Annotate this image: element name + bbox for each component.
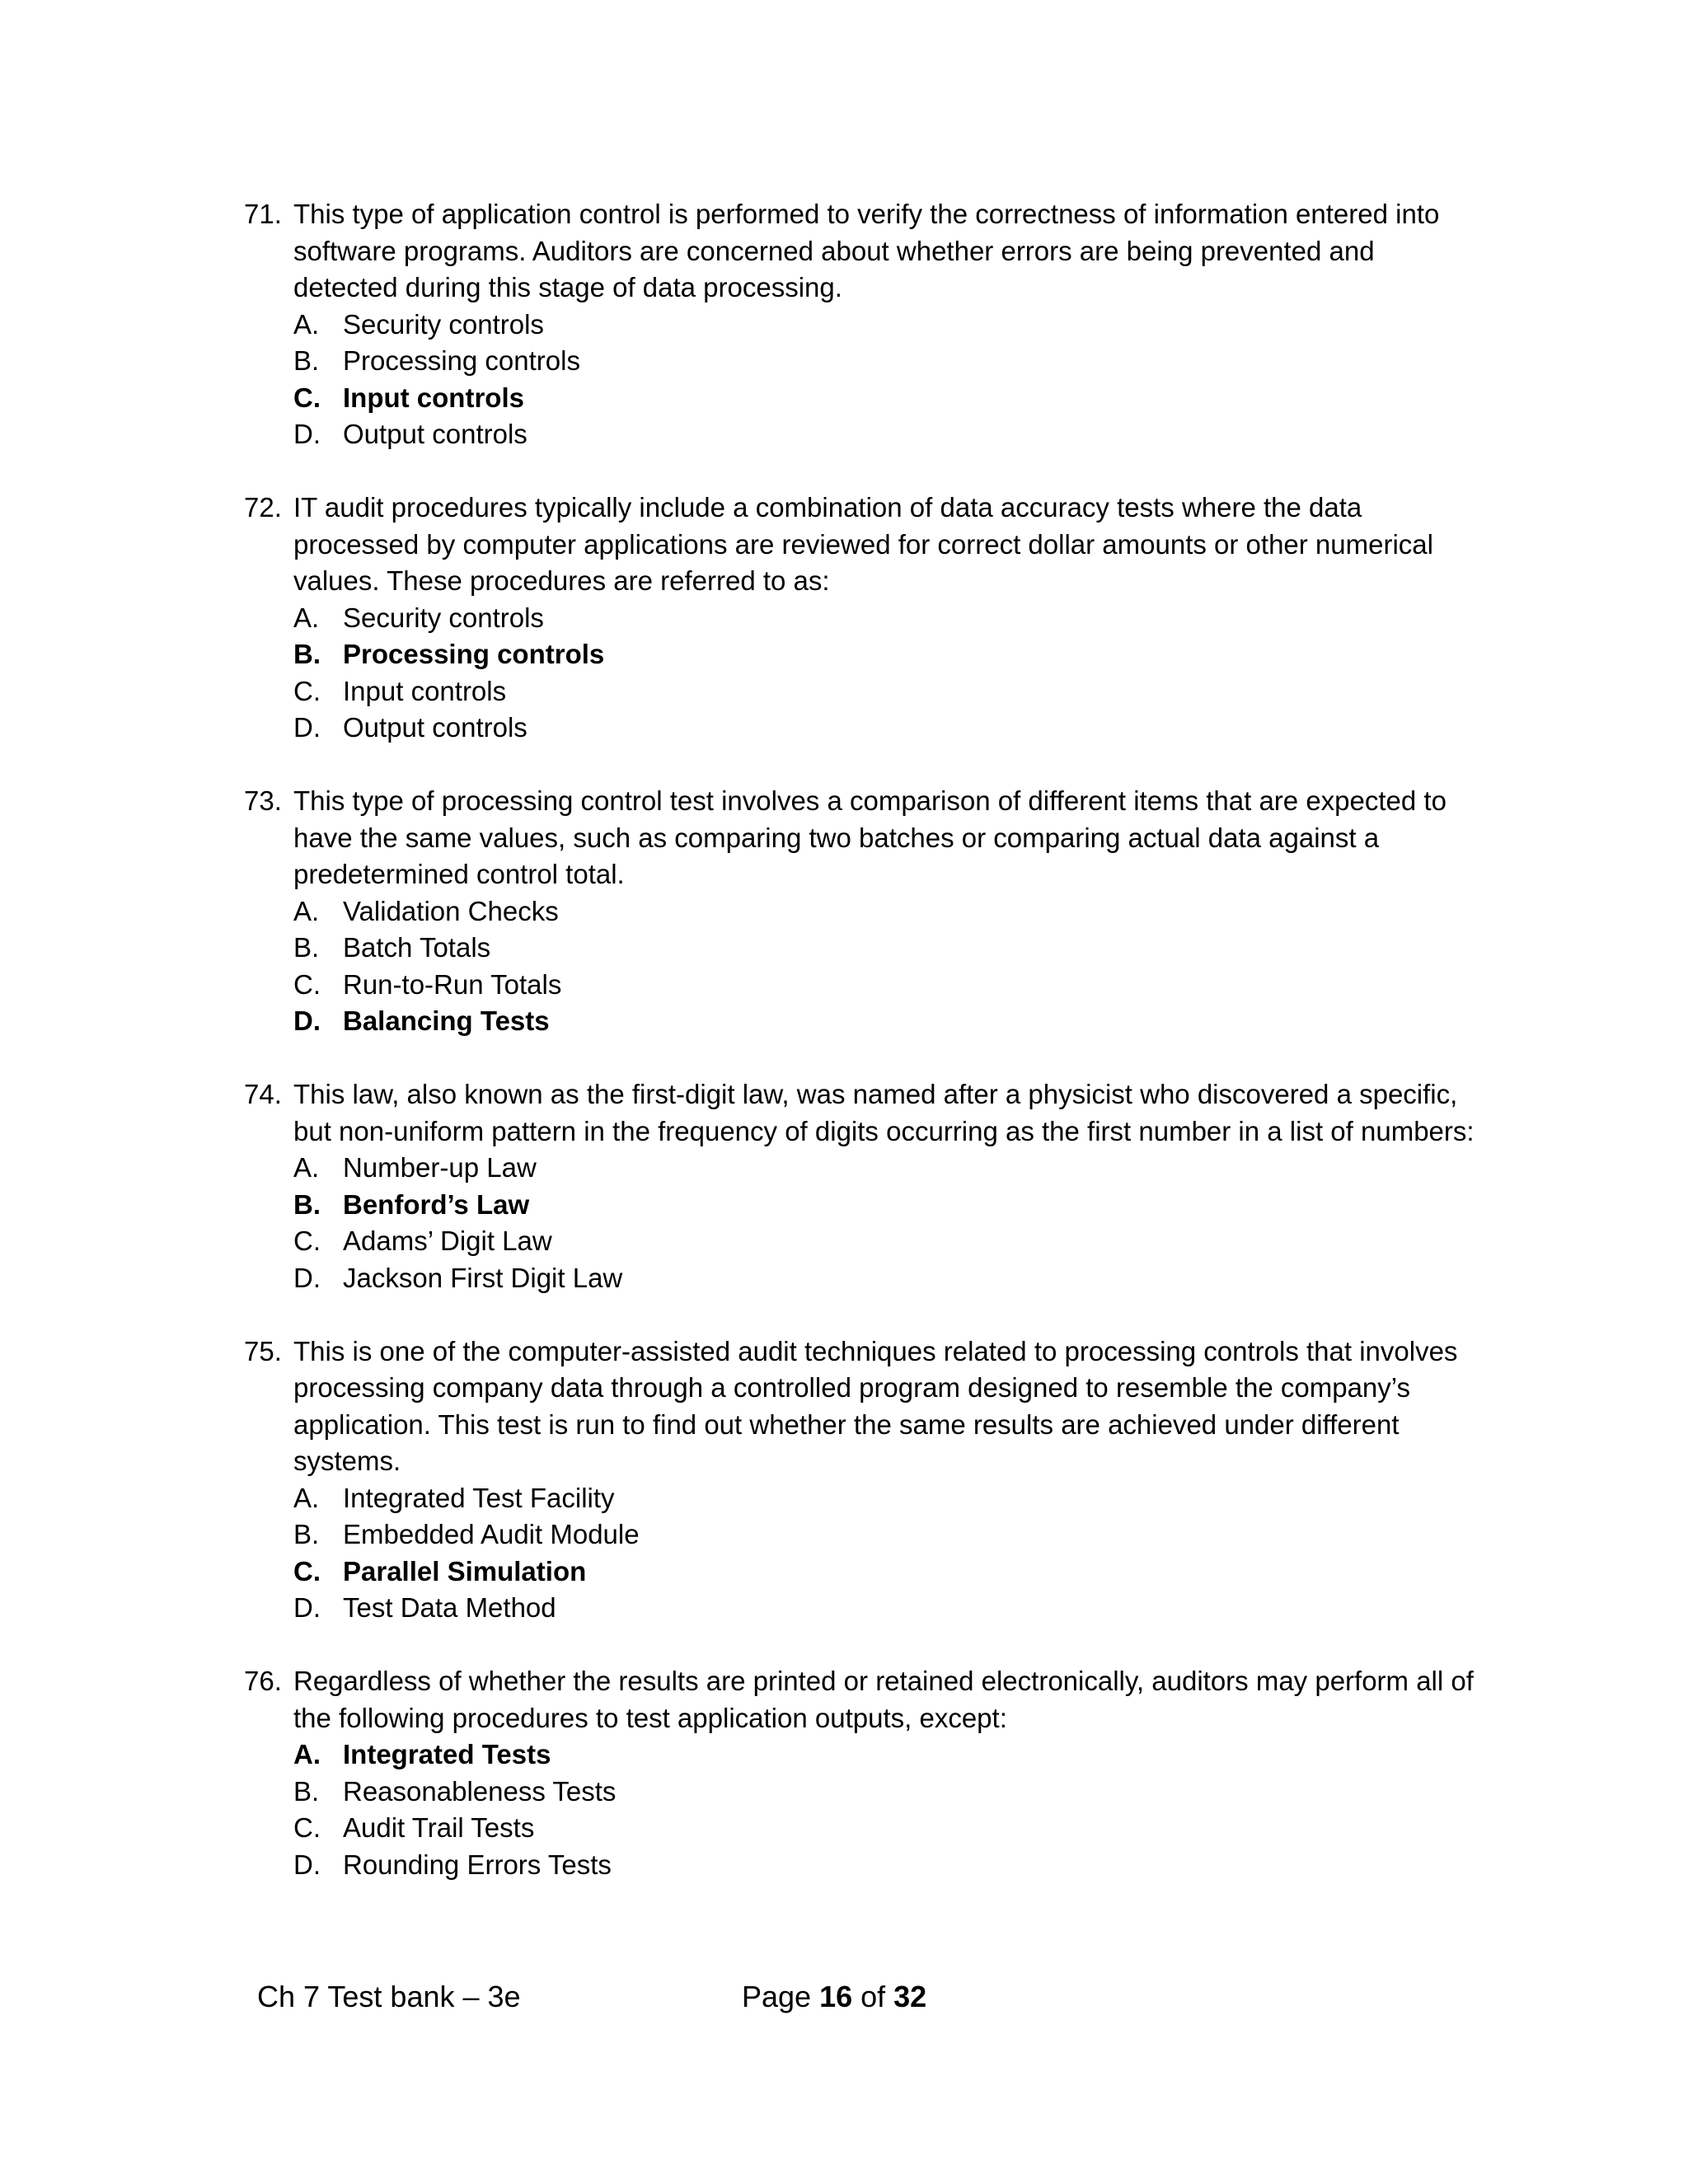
question-text: This law, also known as the first-digit law, was named after a physicist who discovered a specific, but non-uniform pattern in the frequency of digits occurring as the first number in a list of numbers: (293, 1079, 1475, 1146)
option-letter: D. (293, 1262, 321, 1293)
question-item (244, 1333, 1480, 1627)
option-letter: A. (293, 602, 320, 633)
answer-option (293, 930, 1480, 967)
option-text: Adams’ Digit Law (343, 1226, 552, 1256)
question-stem (244, 196, 1480, 307)
option-letter: A. (293, 1739, 321, 1769)
answer-option (293, 1590, 1480, 1627)
option-text: Balancing Tests (343, 1005, 550, 1036)
option-text: Output controls (343, 419, 528, 449)
answer-option-correct (293, 636, 1480, 673)
question-stem (244, 490, 1480, 600)
answer-option (293, 1774, 1480, 1811)
option-letter: C. (293, 675, 321, 706)
question-stem (244, 1663, 1480, 1736)
page-footer (0, 1976, 1688, 2018)
option-text: Processing controls (343, 345, 580, 376)
answer-option (293, 1480, 1480, 1517)
question-text: This is one of the computer-assisted audit techniques related to processing controls that involves processing company data through a controlled program designed to resemble the company’s application. This test is run to find out whether the same results are achieved under different systems. (293, 1335, 1458, 1476)
option-text: Security controls (343, 308, 544, 340)
option-letter: B. (293, 345, 320, 376)
option-text: Batch Totals (343, 932, 491, 963)
question-stem (244, 783, 1480, 893)
answer-options (244, 1736, 1480, 1883)
option-text: Number-up Law (343, 1152, 537, 1183)
option-text: Run-to-Run Totals (343, 968, 562, 1000)
question-list (244, 196, 1480, 1920)
page-number (742, 1976, 926, 2018)
answer-option (293, 343, 1480, 380)
answer-options (244, 600, 1480, 747)
option-text: Input controls (343, 382, 524, 413)
option-text: Integrated Test Facility (343, 1482, 615, 1513)
question-item (244, 1663, 1480, 1883)
option-text: Test Data Method (343, 1592, 556, 1623)
answer-option-correct (293, 1187, 1480, 1224)
question-number: 76. (244, 1666, 282, 1696)
question-number: 73. (244, 785, 282, 816)
answer-option-correct (293, 1003, 1480, 1040)
option-text: Input controls (343, 675, 507, 706)
question-number: 71. (244, 199, 282, 229)
option-text: Benford’s Law (343, 1188, 530, 1220)
question-number: 74. (244, 1079, 282, 1109)
question-item (244, 783, 1480, 1040)
answer-option (293, 1516, 1480, 1554)
option-letter: B. (293, 1188, 321, 1220)
option-letter: A. (293, 1482, 320, 1513)
option-letter: B. (293, 932, 320, 963)
answer-option (293, 1260, 1480, 1297)
answer-option (293, 893, 1480, 930)
answer-option (293, 1223, 1480, 1260)
answer-options (244, 1480, 1480, 1627)
answer-option (293, 673, 1480, 710)
question-stem (244, 1076, 1480, 1150)
answer-option (293, 600, 1480, 637)
option-letter: B. (293, 1775, 320, 1807)
question-text: This type of processing control test involves a comparison of different items that are expected to have the same values, such as comparing two batches or comparing actual data against a predetermined control total. (293, 785, 1447, 889)
footer-document-title: Ch 7 Test bank – 3e (257, 1980, 521, 2013)
answer-option (293, 1150, 1480, 1187)
question-text: Regardless of whether the results are printed or retained electronically, auditors may perform all of the following procedures to test application outputs, except: (293, 1666, 1474, 1733)
answer-option-correct (293, 1736, 1480, 1774)
option-letter: A. (293, 308, 320, 340)
page-prefix: Page (742, 1980, 820, 2013)
option-letter: C. (293, 1226, 321, 1256)
question-text: IT audit procedures typically include a combination of data accuracy tests where the data processed by computer applications are reviewed for correct dollar amounts or other numerical values. These procedures are referred to as: (293, 492, 1433, 596)
question-item (244, 196, 1480, 453)
answer-option (293, 416, 1480, 453)
answer-option (293, 307, 1480, 344)
answer-option (293, 710, 1480, 747)
option-letter: D. (293, 1005, 321, 1036)
option-text: Audit Trail Tests (343, 1812, 535, 1843)
question-stem (244, 1333, 1480, 1480)
answer-option-correct (293, 380, 1480, 417)
option-text: Jackson First Digit Law (343, 1262, 623, 1293)
option-letter: A. (293, 895, 320, 926)
answer-option-correct (293, 1554, 1480, 1591)
option-letter: D. (293, 712, 321, 743)
option-letter: D. (293, 419, 321, 449)
option-text: Security controls (343, 602, 544, 633)
answer-options (244, 893, 1480, 1040)
option-letter: D. (293, 1592, 321, 1623)
option-text: Reasonableness Tests (343, 1775, 617, 1807)
option-text: Integrated Tests (343, 1739, 551, 1769)
option-text: Embedded Audit Module (343, 1519, 640, 1549)
option-text: Rounding Errors Tests (343, 1849, 612, 1880)
page-total: 32 (893, 1980, 927, 2013)
question-number: 72. (244, 492, 282, 523)
answer-options (244, 1150, 1480, 1296)
answer-option (293, 967, 1480, 1004)
page-of: of (852, 1980, 894, 2013)
option-letter: B. (293, 639, 321, 669)
question-item (244, 1076, 1480, 1296)
option-text: Output controls (343, 712, 528, 743)
answer-option (293, 1810, 1480, 1847)
option-text: Parallel Simulation (343, 1555, 587, 1586)
option-letter: C. (293, 382, 321, 413)
question-item (244, 490, 1480, 747)
answer-option (293, 1847, 1480, 1884)
option-letter: A. (293, 1152, 320, 1183)
option-letter: C. (293, 1812, 321, 1843)
question-text: This type of application control is performed to verify the correctness of information entered into software programs. Auditors are concerned about whether errors are being prevented and detected during this stage of data processing. (293, 199, 1440, 302)
option-letter: C. (293, 1555, 321, 1586)
page-current: 16 (819, 1980, 853, 2013)
option-text: Validation Checks (343, 895, 559, 926)
answer-options (244, 307, 1480, 453)
question-number: 75. (244, 1335, 282, 1366)
option-letter: C. (293, 968, 321, 1000)
option-text: Processing controls (343, 639, 605, 669)
option-letter: B. (293, 1519, 320, 1549)
option-letter: D. (293, 1849, 321, 1880)
